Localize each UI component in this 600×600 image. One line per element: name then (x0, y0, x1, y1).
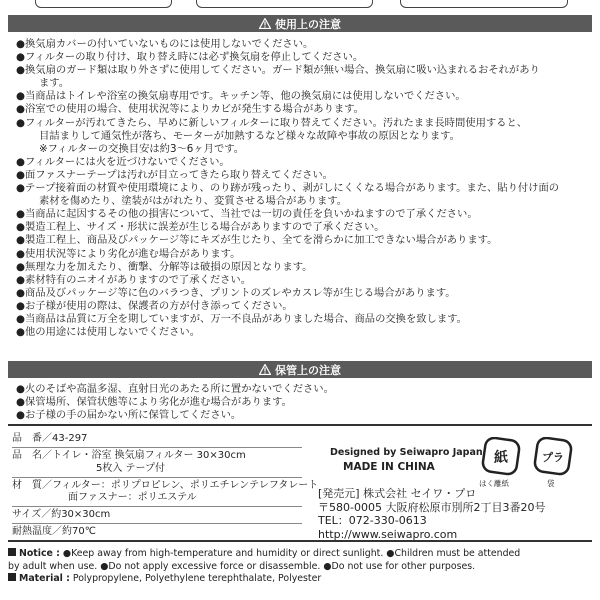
usage-item: ●フィルターの取り付け、取り替え時には必ず換気扇を停止してください。 (16, 51, 364, 64)
spec-rule (12, 447, 302, 448)
seller-url: http://www.seiwapro.com (318, 527, 458, 541)
top-fragments (0, 0, 600, 10)
material-label: Material : (19, 573, 70, 584)
warning-icon (259, 18, 271, 29)
notice-label: Notice : (19, 548, 60, 559)
usage-item: ●無理な力を加えたり、衝撃、分解等は破損の原因となります。 (16, 260, 313, 273)
square-bullet-icon (8, 548, 16, 556)
spec-rule (12, 477, 302, 478)
usage-note: ※フィルターの交換目安は約3～6ヶ月です。 (39, 142, 245, 155)
usage-item: ●製造工程上、サイズ・形状に誤差が生じる場合がありますので了承ください。 (16, 221, 385, 234)
warning-icon (259, 364, 271, 375)
usage-item: ●換気扇カバーの付いていないものには使用しないでください。 (16, 38, 314, 50)
seller-block (318, 487, 545, 541)
section-divider (8, 540, 592, 542)
spec-material: 材 質／フィルター：ポリプロピレン、ポリエチレンテレフタレート (12, 479, 319, 491)
notice-block (8, 548, 598, 586)
seller-address: 〒580-0005 大阪府松原市別所2丁目3番20号 (318, 500, 546, 514)
usage-item: ●お子様が使用の際は、保護者の方が付き添ってください。 (16, 299, 293, 312)
seller-name: [発売元] 株式会社 セイワ・プロ (318, 487, 477, 500)
top-fragment-box (400, 0, 568, 8)
usage-header (8, 15, 592, 32)
top-fragment-box (196, 0, 373, 8)
storage-item: ●火のそばや高温多湿、直射日光のあたる所に置かないでください。 (16, 383, 334, 395)
usage-item: ●浴室での使用の場合、使用状況等によりカビが発生する場合があります。 (16, 103, 364, 116)
designed-by: Designed by Seiwapro Japan (330, 447, 483, 458)
made-in: MADE IN CHINA (343, 461, 435, 473)
usage-item: ●テープ接着面の材質や使用環境により、のり跡が残ったり、剥がしにくくなる場合があります。また、貼り付け面の (16, 182, 560, 195)
notice-line: by adult when use. ●Do not apply excessive force or disassemble. ●Do not use for other purposes. (8, 560, 476, 572)
storage-item: ●お子様の手の届かない所に保管してください。 (16, 409, 242, 422)
usage-item: ●商品及びパッケージ等に色のバラつき、プリントのズレやカスレ等が生じる場合があります。 (16, 286, 456, 299)
spec-heat: 耐熱温度／約70℃ (12, 526, 96, 537)
usage-title: 使用上の注意 (275, 17, 341, 31)
spec-item-no: 品 番／43-297 (12, 433, 88, 444)
storage-list (16, 383, 594, 422)
material-text: Polypropylene, Polyethylene terephthalate, Polyester (72, 573, 322, 584)
seller-tel: TEL：072-330-0613 (318, 514, 427, 527)
usage-item-cont: ます。 (39, 77, 70, 90)
spec-material-cont: 面ファスナー：ポリエステル (68, 492, 197, 503)
spec-name-cont: 5枚入 テープ付 (96, 462, 166, 474)
usage-item-cont: 素材を傷めたり、塗装がはがれたり、変質させる場合があります。 (39, 195, 348, 208)
spec-rule (12, 506, 302, 507)
svg-text:プラ: プラ (542, 451, 564, 464)
storage-title: 保管上の注意 (275, 363, 341, 377)
usage-item: ●当商品はトイレや浴室の換気扇専用です。キッチン等、他の換気扇には使用しないでください。 (16, 90, 466, 103)
spec-rule (12, 523, 302, 524)
usage-item: ●当商品は品質に万全を期していますが、万一不良品がありました場合、商品の交換を致します。 (16, 312, 467, 325)
usage-item: ●当商品に起因するその他の損害について、当社では一切の責任を負いかねますので了承ください。 (16, 208, 478, 221)
section-divider (8, 424, 592, 426)
usage-item-cont: 目詰まりして通気性が落ち、モーターが加熱するなど様々な故障や事故の原因となります。 (39, 129, 460, 142)
spec-block (12, 433, 319, 539)
recycle-marks (480, 437, 580, 477)
storage-item: ●保管場所、保管状態等により劣化が進む場合があります。 (16, 396, 292, 409)
usage-item: ●面ファスナーテープは汚れが目立ってきたら取り替えてください。 (16, 168, 333, 181)
usage-item: ●フィルターが汚れてきたら、早めに新しいフィルターに取り替えてください。汚れたまま長時間使用すると、 (16, 116, 528, 129)
storage-header (8, 361, 592, 378)
usage-item: ●他の用途には使用しないでください。 (16, 326, 201, 339)
usage-item: ●換気扇のガード類は取り外さずに使用してください。ガード類が無い場合、換気扇に吸い込まれるおそれがあり (16, 64, 540, 77)
recycle-paper-icon (480, 437, 580, 477)
usage-item: ●フィルターには火を近づけないでください。 (16, 155, 230, 168)
top-fragment-box (35, 0, 172, 8)
eco-label-bag: 袋 (547, 479, 555, 488)
usage-item: ●製造工程上、商品及びパッケージ等にキズが生じたり、全てを滑らかに加工できない場合があります。 (16, 234, 498, 247)
notice-line: ●Keep away from high-temperature and humidity or direct sunlight. ●Children must be attended (62, 548, 521, 559)
svg-text:紙: 紙 (494, 450, 508, 466)
spec-size: サイズ／約30×30cm (12, 509, 111, 520)
spec-name: 品 名／トイレ・浴室 換気扇フィルター 30×30cm (12, 450, 246, 461)
square-bullet-icon (8, 573, 16, 581)
usage-list (16, 38, 594, 339)
usage-item: ●使用状況等により劣化が進む場合があります。 (16, 247, 241, 260)
eco-label-paper: はく離紙 (479, 479, 509, 488)
usage-item: ●素材特有のニオイがありますので了承ください。 (16, 273, 251, 286)
